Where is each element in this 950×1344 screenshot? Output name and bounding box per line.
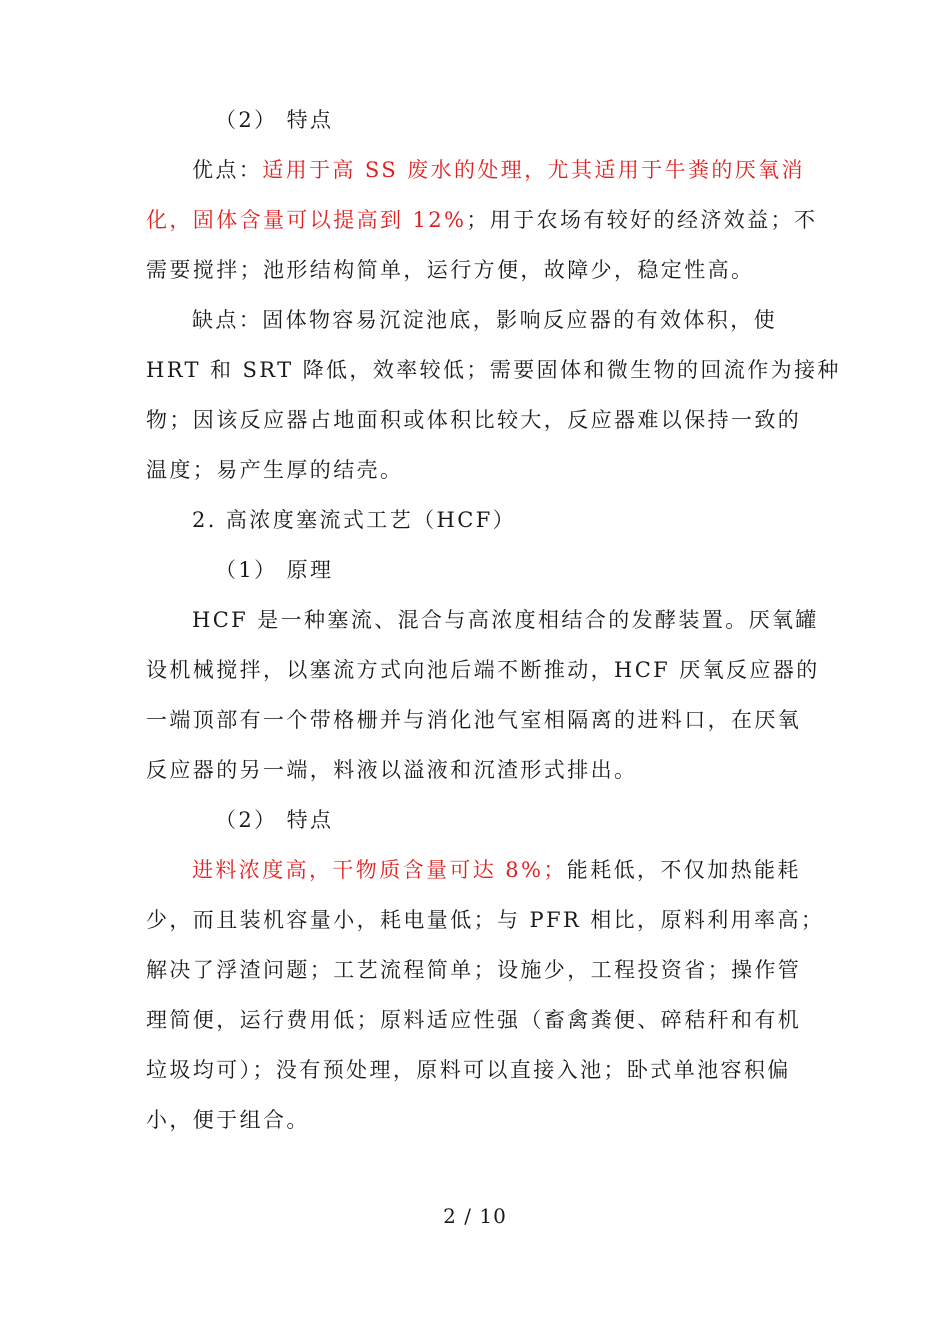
- disadvantages-line-1: 缺点：固体物容易沉淀池底，影响反应器的有效体积，使: [192, 308, 777, 332]
- features-heading: （2） 特点: [215, 108, 334, 132]
- principle-heading: （1） 原理: [215, 558, 334, 582]
- principle-line-3: 一端顶部有一个带格栅并与消化池气室相隔离的进料口，在厌氧: [146, 708, 802, 732]
- section-title: 2. 高浓度塞流式工艺（HCF）: [192, 508, 517, 532]
- features-line-1: [192, 855, 801, 885]
- features-line-3: 解决了浮渣问题；工艺流程简单；设施少，工程投资省；操作管: [146, 958, 802, 982]
- principle-line-2: 设机械搅拌，以塞流方式向池后端不断推动，HCF 厌氧反应器的: [146, 658, 820, 682]
- disadvantages-line-2: HRT 和 SRT 降低，效率较低；需要固体和微生物的回流作为接种: [146, 358, 841, 382]
- features-line-5: 垃圾均可）；没有预处理，原料可以直接入池；卧式单池容积偏: [146, 1058, 791, 1082]
- advantages-highlight-2: 化，固体含量可以提高到 12%: [146, 208, 467, 232]
- disadvantages-line-3: 物；因该反应器占地面积或体积比较大，反应器难以保持一致的: [146, 408, 802, 432]
- disadvantages-line-4: 温度；易产生厚的结壳。: [146, 458, 404, 482]
- features-line-6: 小，便于组合。: [146, 1108, 310, 1132]
- features-line-4: 理简便，运行费用低；原料适应性强（畜禽粪便、碎秸秆和有机: [146, 1008, 802, 1032]
- advantages-line-1: [192, 155, 805, 185]
- principle-line-4: 反应器的另一端，料液以溢液和沉渣形式排出。: [146, 758, 638, 782]
- advantages-line-2: [146, 205, 817, 235]
- features-text-1: 能耗低，不仅加热能耗: [566, 858, 801, 882]
- advantages-label: 优点：: [192, 158, 263, 182]
- features-heading-2: （2） 特点: [215, 808, 334, 832]
- advantages-highlight: 适用于高 SS 废水的处理，尤其适用于牛粪的厌氧消: [262, 158, 805, 182]
- features-highlight: 进料浓度高，干物质含量可达 8%；: [192, 858, 567, 882]
- advantages-text-2: ；用于农场有较好的经济效益；不: [466, 208, 818, 232]
- principle-line-1: HCF 是一种塞流、混合与高浓度相结合的发酵装置。厌氧罐: [192, 608, 819, 632]
- advantages-line-3: 需要搅拌；池形结构简单，运行方便，故障少，稳定性高。: [146, 258, 755, 282]
- page-number: 2 / 10: [443, 1204, 507, 1228]
- features-line-2: 少，而且装机容量小，耗电量低；与 PFR 相比，原料利用率高；: [146, 908, 825, 932]
